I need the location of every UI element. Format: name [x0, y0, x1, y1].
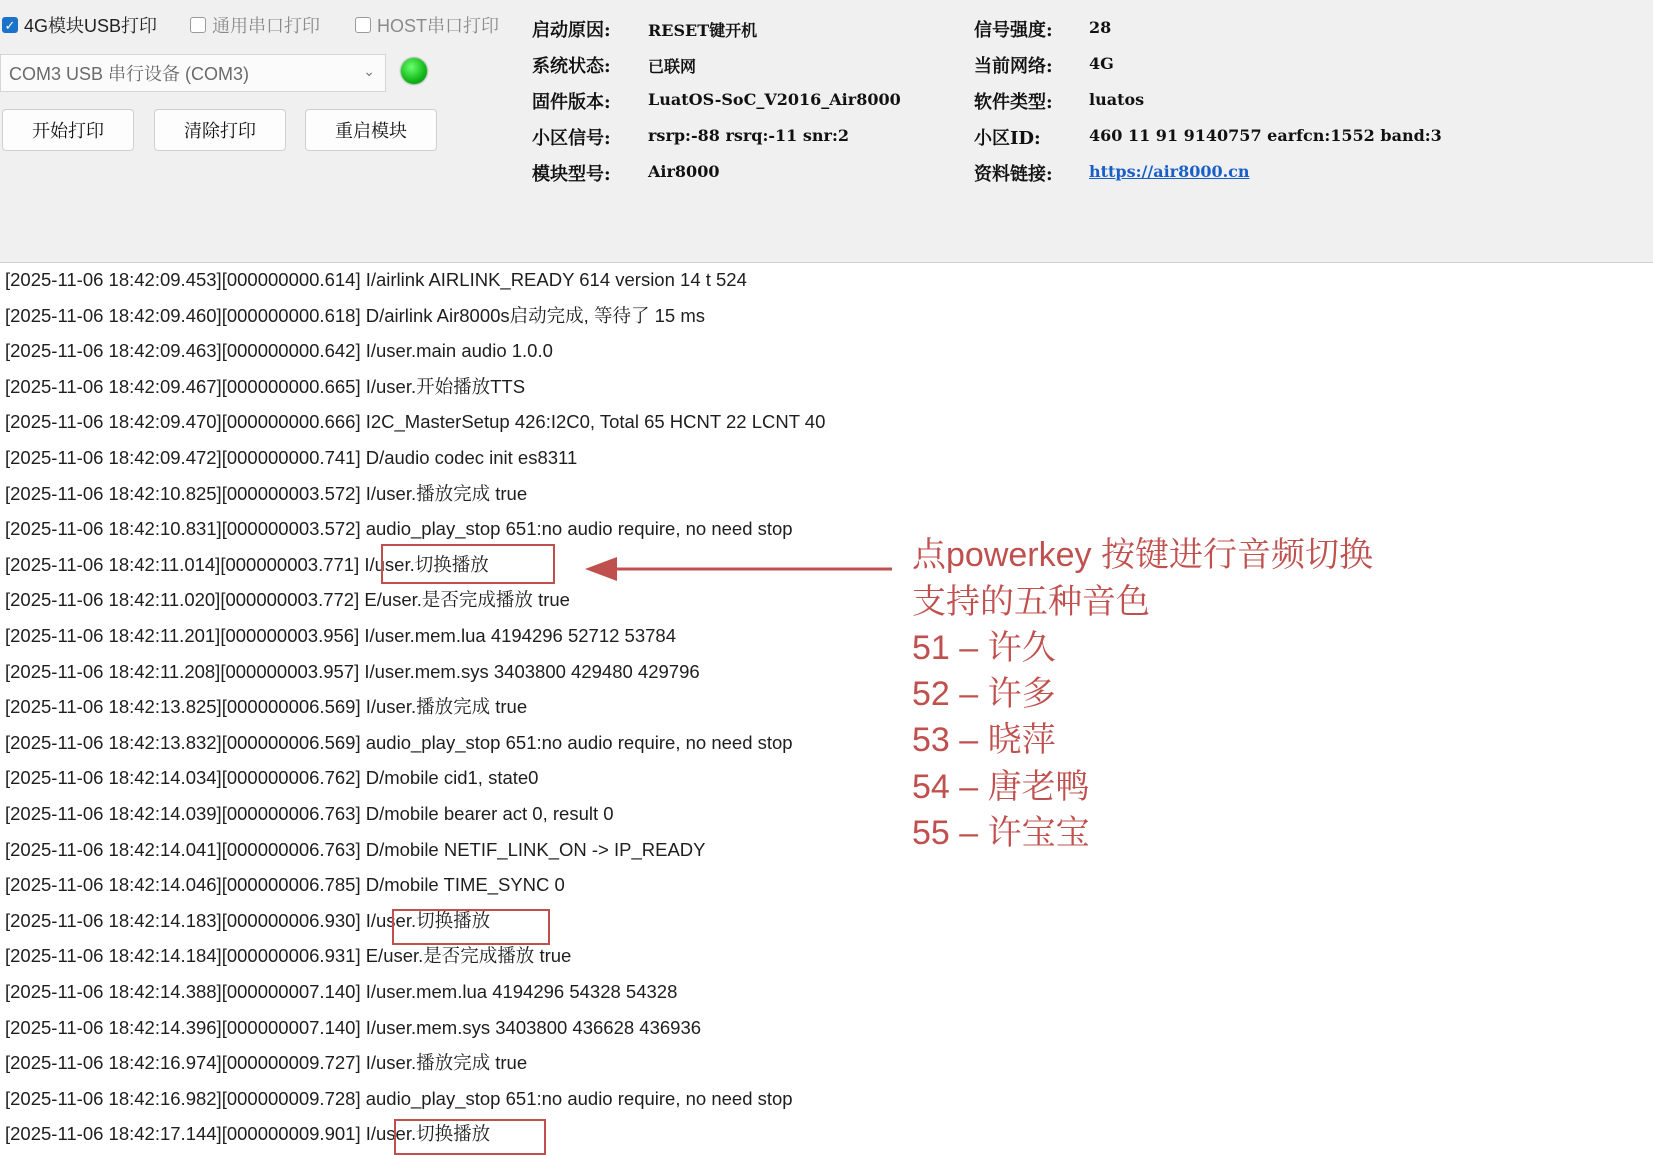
annotation-voice-item: 54 – 唐老鸭 [912, 768, 1090, 806]
restart-module-button[interactable]: 重启模块 [305, 109, 437, 151]
log-line: [2025-11-06 18:42:09.472][000000000.741] D/audio codec init es8311 [5, 447, 578, 468]
log-line: [2025-11-06 18:42:09.460][000000000.618] D/airlink Air8000s启动完成, 等待了 15 ms [5, 304, 705, 326]
usb-print-label: 4G模块USB打印 [24, 16, 158, 36]
signal-strength-label: 信号强度: [974, 20, 1053, 41]
log-line: [2025-11-06 18:42:16.982][000000009.728] audio_play_stop 651:no audio require, no need stop [5, 1087, 793, 1109]
port-select[interactable] [0, 54, 386, 92]
boot-reason-value: RESET键开机 [648, 21, 758, 40]
clear-print-button[interactable]: 清除打印 [154, 109, 286, 151]
log-line: [2025-11-06 18:42:11.020][000000003.772] E/user.是否完成播放 true [5, 589, 570, 611]
log-line: [2025-11-06 18:42:09.453][000000000.614] I/airlink AIRLINK_READY 614 version 14 t 524 [5, 269, 747, 290]
software-type-value: luatos [1089, 90, 1145, 109]
usb-print-checkbox[interactable] [2, 12, 157, 38]
network-value: 4G [1089, 54, 1114, 73]
annotation-voice-item: 51 – 许久 [912, 629, 1056, 667]
log-line: [2025-11-06 18:42:14.388][000000007.140] I/user.mem.lua 4194296 54328 54328 [5, 981, 678, 1002]
connection-status-led-icon [401, 58, 427, 84]
log-line: [2025-11-06 18:42:14.396][000000007.140] I/user.mem.sys 3403800 436628 436936 [5, 1016, 702, 1038]
doc-link[interactable]: https://air8000.cn [1089, 162, 1250, 181]
system-status-label: 系统状态: [532, 56, 611, 77]
cell-signal-label: 小区信号: [532, 128, 611, 149]
chevron-down-icon[interactable]: ⌄ [363, 63, 375, 79]
firmware-value: LuatOS-SoC_V2016_Air8000 [648, 90, 901, 109]
annotation-voice-item: 52 – 许多 [912, 675, 1056, 713]
log-output[interactable] [0, 263, 1653, 1149]
highlight-box [381, 544, 555, 584]
log-line: [2025-11-06 18:42:09.463][000000000.642] I/user.main audio 1.0.0 [5, 340, 553, 362]
log-line: [2025-11-06 18:42:14.183][000000006.930] I/user.切换播放 [5, 909, 491, 931]
network-label: 当前网络: [974, 56, 1053, 77]
cell-id-label: 小区ID: [974, 128, 1041, 149]
log-line: [2025-11-06 18:42:10.831][000000003.572] audio_play_stop 651:no audio require, no need stop [5, 518, 793, 540]
serial-print-checkbox[interactable] [190, 12, 320, 38]
highlight-box [392, 909, 550, 945]
log-line: [2025-11-06 18:42:14.184][000000006.931] E/user.是否完成播放 true [5, 945, 572, 967]
cell-signal-value: rsrp:-88 rsrq:-11 snr:2 [648, 126, 849, 145]
highlight-box [394, 1119, 546, 1155]
annotation-arrow-icon [585, 556, 895, 586]
system-status-value: 已联网 [648, 57, 697, 76]
log-line: [2025-11-06 18:42:10.825][000000003.572] I/user.播放完成 true [5, 482, 528, 504]
doc-link-label: 资料链接: [974, 164, 1053, 185]
annotation-subtitle: 支持的五种音色 [912, 583, 1150, 621]
annotation-voice-item: 53 – 晓萍 [912, 721, 1056, 759]
check-icon: ✓ [2, 17, 18, 33]
module-label: 模块型号: [532, 164, 611, 185]
log-line: [2025-11-06 18:42:14.041][000000006.763] D/mobile NETIF_LINK_ON -> IP_READY [5, 838, 706, 860]
host-print-label: HOST串口打印 [377, 16, 500, 36]
firmware-label: 固件版本: [532, 92, 611, 113]
cell-id-value: 460 11 91 9140757 earfcn:1552 band:3 [1089, 126, 1442, 145]
log-line: [2025-11-06 18:42:14.039][000000006.763] D/mobile bearer act 0, result 0 [5, 803, 614, 824]
log-line: [2025-11-06 18:42:14.046][000000006.785] D/mobile TIME_SYNC 0 [5, 874, 565, 896]
log-line: [2025-11-06 18:42:17.144][000000009.901] I/user.切换播放 [5, 1123, 491, 1145]
annotation-title: 点powerkey 按键进行音频切换 [912, 536, 1373, 574]
port-select-value: COM3 USB 串行设备 (COM3) [9, 64, 250, 84]
log-line: [2025-11-06 18:42:14.034][000000006.762] D/mobile cid1, state0 [5, 767, 539, 789]
control-panel [0, 0, 1653, 263]
log-line: [2025-11-06 18:42:11.014][000000003.771] I/user.切换播放 [5, 553, 489, 575]
signal-strength-value: 28 [1089, 18, 1112, 37]
serial-print-label: 通用串口打印 [212, 16, 320, 36]
software-type-label: 软件类型: [974, 92, 1053, 113]
annotation-voice-item: 55 – 许宝宝 [912, 814, 1090, 852]
log-line: [2025-11-06 18:42:13.825][000000006.569] I/user.播放完成 true [5, 696, 528, 718]
boot-reason-label: 启动原因: [532, 20, 611, 41]
log-line: [2025-11-06 18:42:11.208][000000003.957] I/user.mem.sys 3403800 429480 429796 [5, 660, 700, 682]
log-line: [2025-11-06 18:42:16.974][000000009.727] I/user.播放完成 true [5, 1052, 528, 1074]
log-line: [2025-11-06 18:42:11.201][000000003.956] I/user.mem.lua 4194296 52712 53784 [5, 625, 677, 646]
start-print-button[interactable]: 开始打印 [2, 109, 134, 151]
log-line: [2025-11-06 18:42:13.832][000000006.569] audio_play_stop 651:no audio require, no need stop [5, 731, 793, 753]
log-line: [2025-11-06 18:42:09.470][000000000.666] I2C_MasterSetup 426:I2C0, Total 65 HCNT 22 LCNT 40 [5, 411, 826, 433]
host-print-checkbox[interactable] [355, 12, 499, 38]
module-value: Air8000 [648, 162, 720, 181]
log-line: [2025-11-06 18:42:09.467][000000000.665] I/user.开始播放TTS [5, 375, 526, 397]
